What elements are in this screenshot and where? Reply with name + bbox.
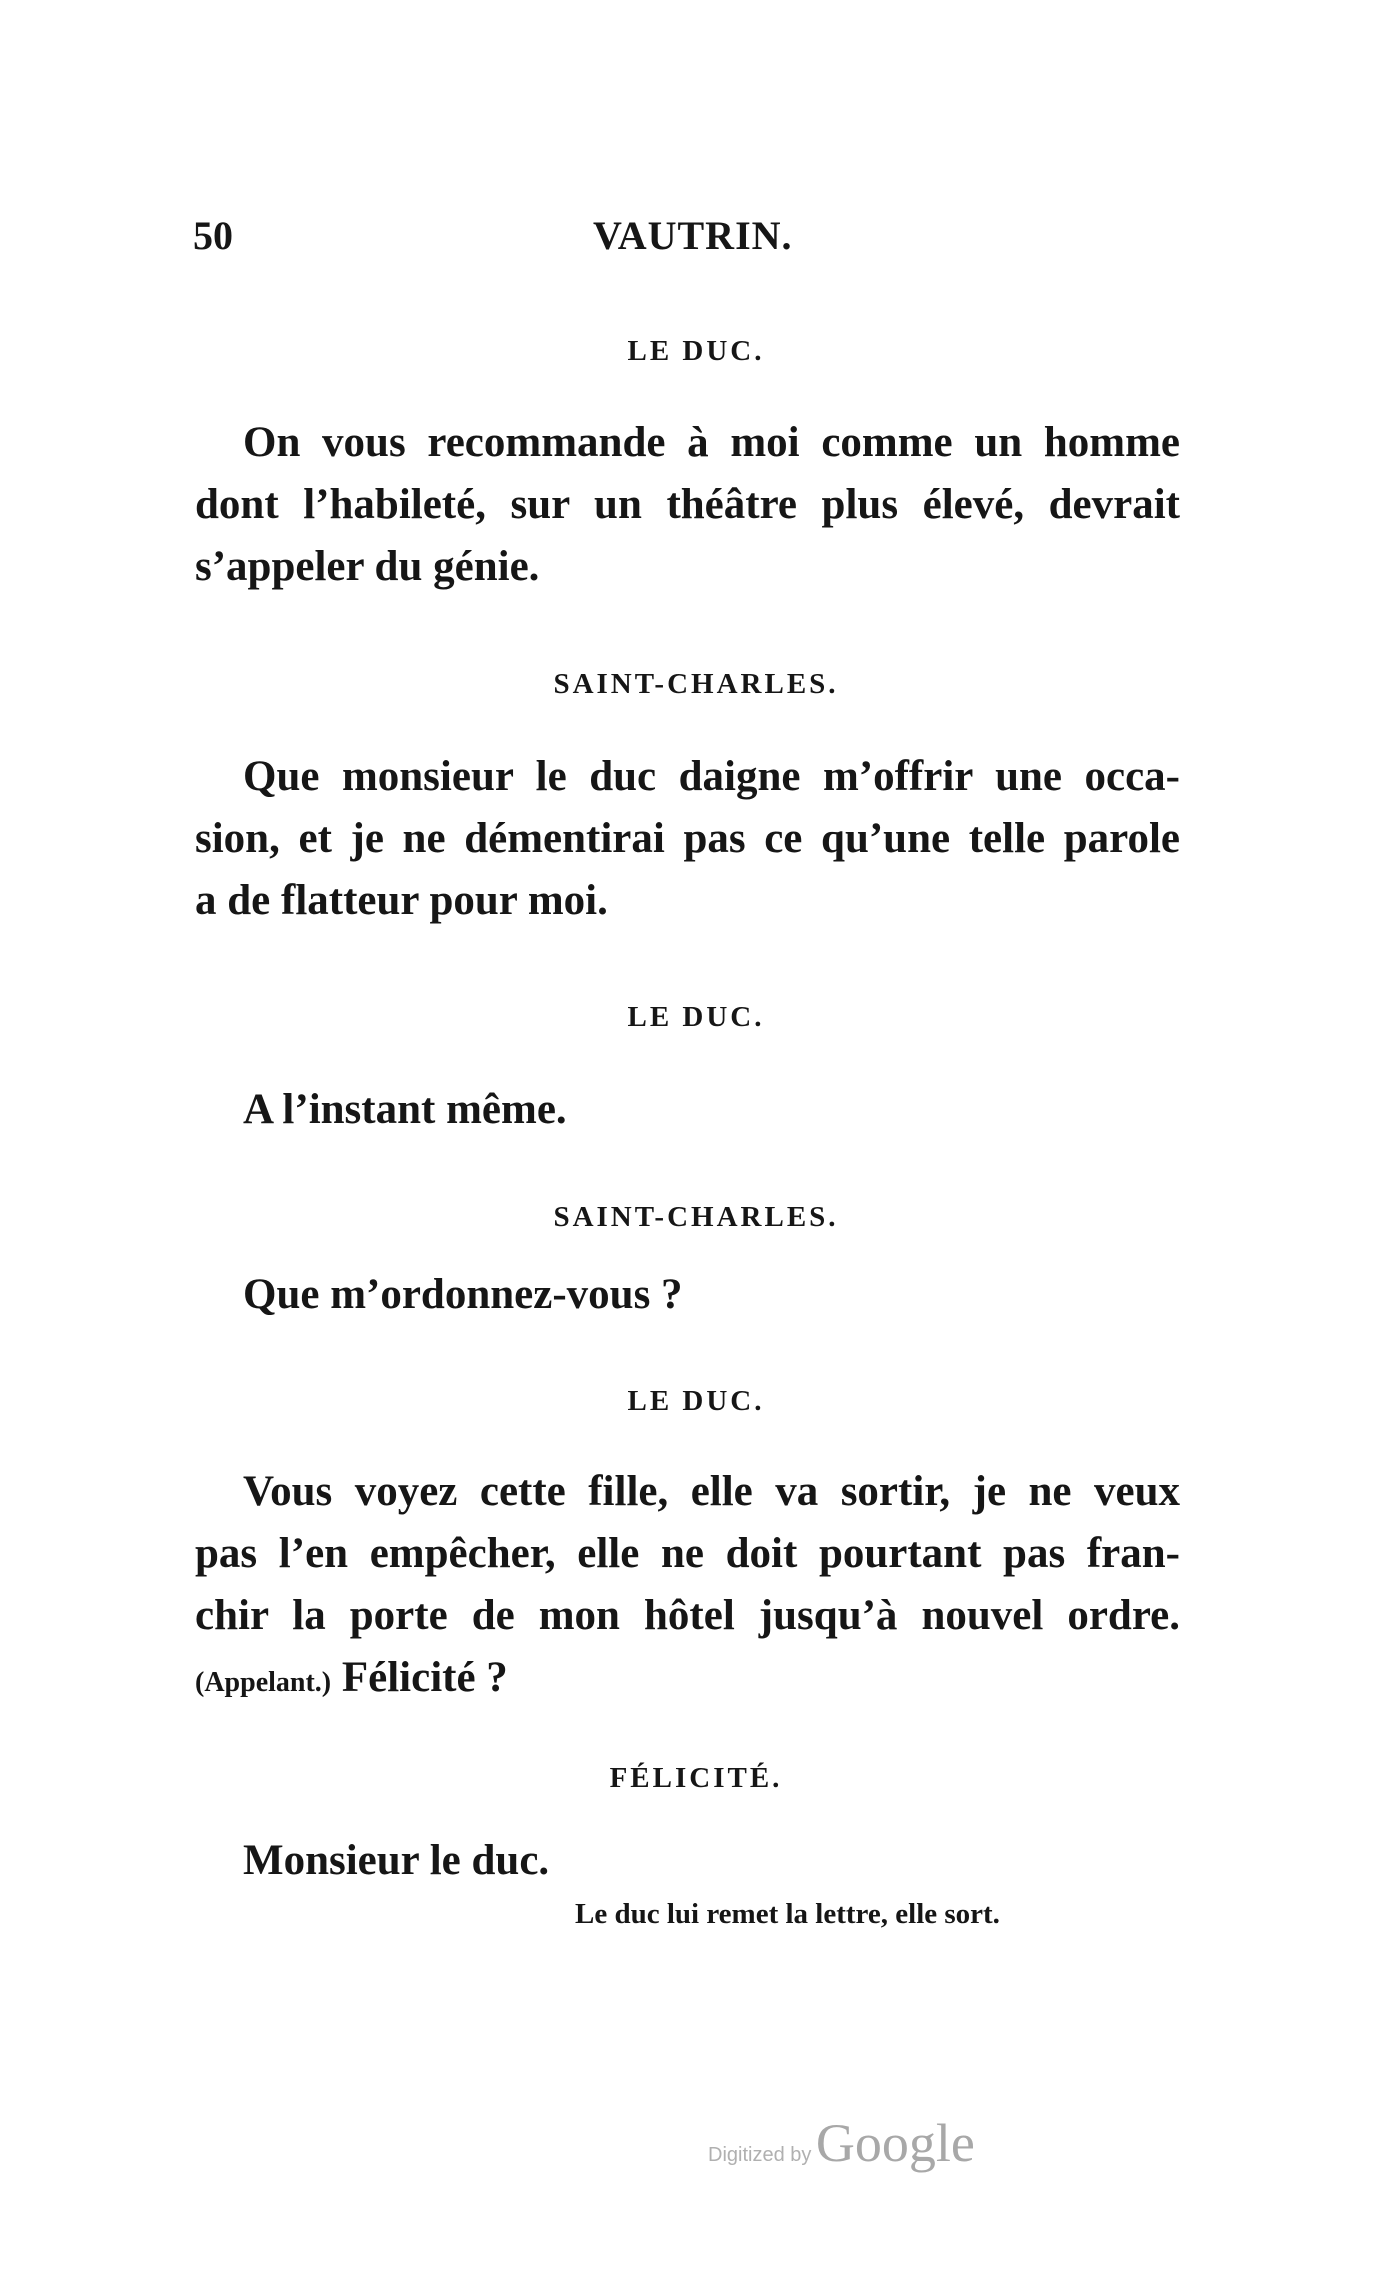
speech-line: Vous voyez cette fille, elle va sortir, je ne veux <box>243 1468 1180 1515</box>
speech-text: A l’instant même. <box>243 1086 567 1133</box>
page-header <box>193 212 1193 272</box>
speaker-name: SAINT-CHARLES. <box>553 1201 839 1233</box>
speaker-name: SAINT-CHARLES. <box>553 668 839 700</box>
speech-line <box>195 1647 1180 1714</box>
page-number: 50 <box>193 213 233 258</box>
speaker-name: FÉLICITÉ. <box>609 1762 783 1794</box>
speech-text: Monsieur le duc. <box>243 1837 550 1884</box>
google-logo: Google <box>815 2113 975 2173</box>
speaker-name: LE DUC. <box>627 335 765 367</box>
digitized-watermark <box>708 2112 975 2174</box>
speaker-name: LE DUC. <box>627 1385 765 1417</box>
speech-text <box>195 746 1180 932</box>
speech-line: Que monsieur le duc daigne m’offrir une occa- <box>243 753 1180 800</box>
speech-text <box>195 412 1180 598</box>
running-title: VAUTRIN. <box>593 213 793 258</box>
speech-fragment: Félicité ? <box>331 1654 508 1701</box>
speech-line: On vous recommande à moi comme un homme <box>243 419 1180 466</box>
speech-text: Que m’ordonnez-vous ? <box>243 1271 683 1318</box>
inline-stage-direction: (Appelant.) <box>195 1667 332 1698</box>
speech-line: a de flatteur pour moi. <box>195 877 608 924</box>
watermark-prefix: Digitized by <box>708 2144 812 2166</box>
speech-text <box>195 1461 1180 1714</box>
stage-direction: Le duc lui remet la lettre, elle sort. <box>575 1898 1000 1930</box>
speech-line: pas l’en empêcher, elle ne doit pourtant pas fran- <box>195 1530 1180 1577</box>
speaker-name: LE DUC. <box>627 1001 765 1033</box>
speech-line: dont l’habileté, sur un théâtre plus élevé, devrait <box>195 481 1180 528</box>
speech-line: s’appeler du génie. <box>195 543 540 590</box>
speech-line: chir la porte de mon hôtel jusqu’à nouvel ordre. <box>195 1592 1180 1639</box>
speech-line: sion, et je ne démentirai pas ce qu’une telle parole <box>195 815 1180 862</box>
